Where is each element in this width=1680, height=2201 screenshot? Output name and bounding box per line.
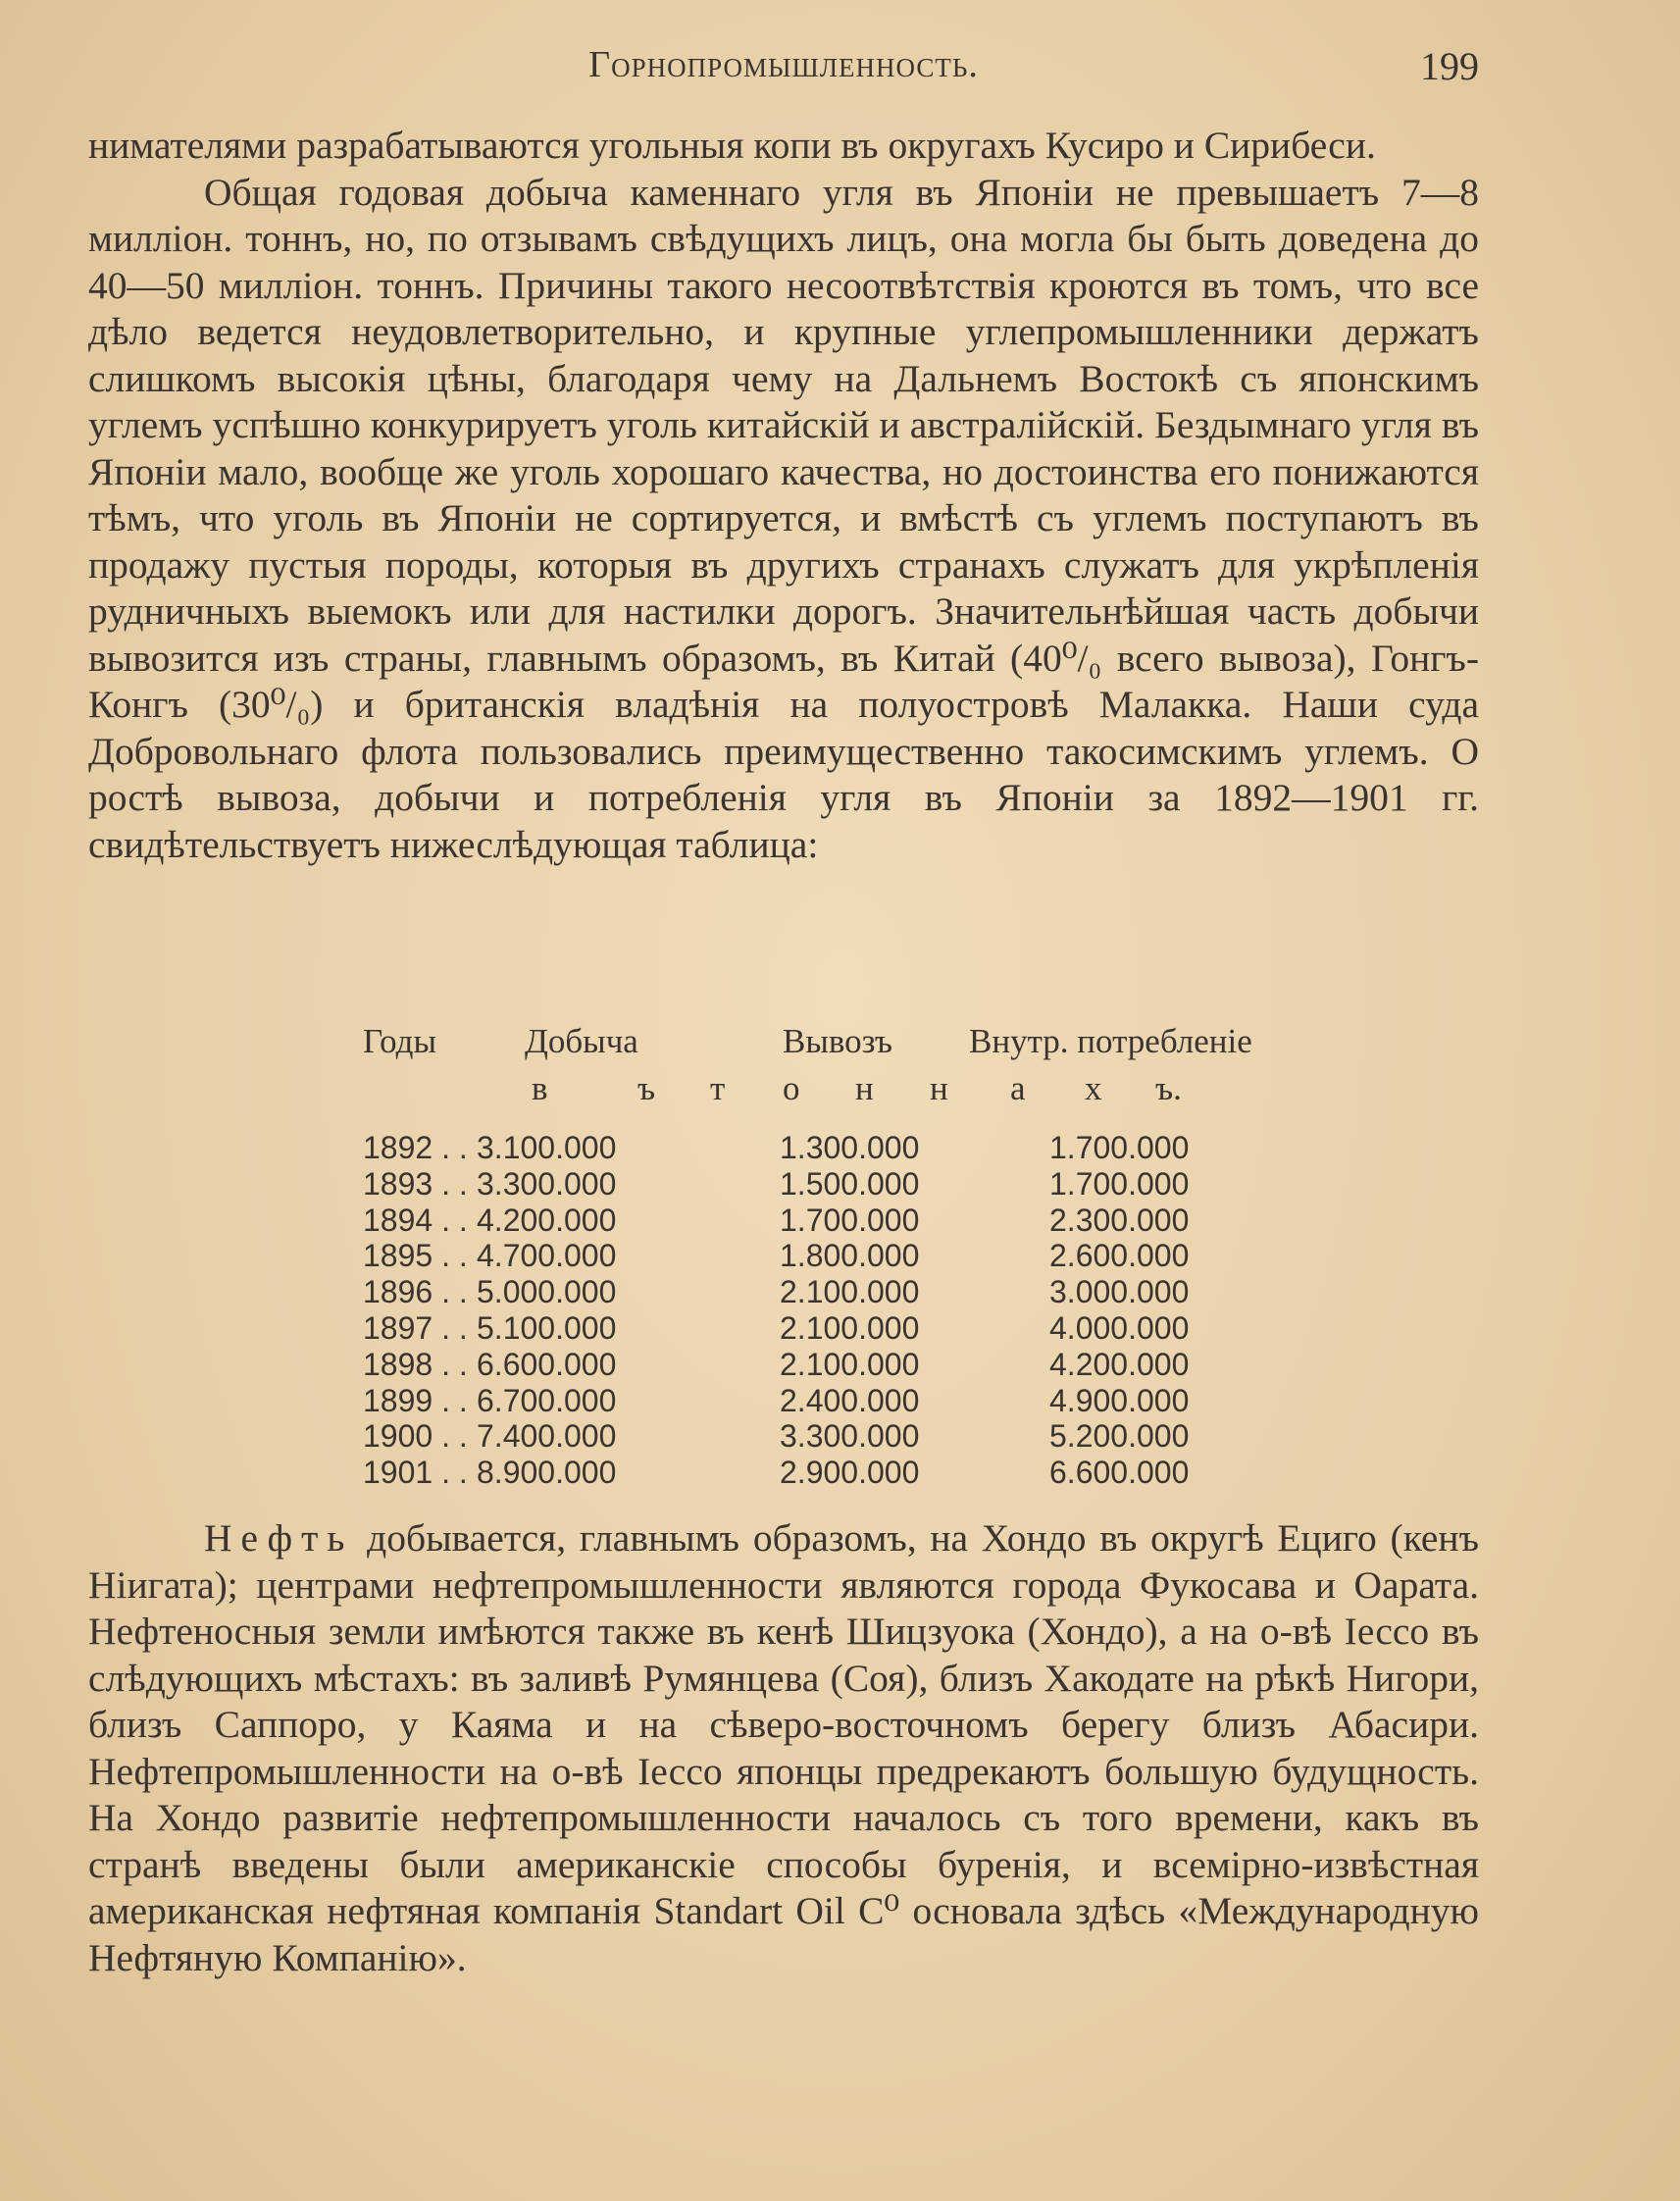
table-row xyxy=(363,1274,1334,1310)
table-row xyxy=(363,1418,1334,1455)
table-row xyxy=(363,1203,1334,1239)
cell-export: 1.700.000 xyxy=(780,1202,920,1238)
cell-consumption: 6.600.000 xyxy=(1049,1455,1190,1491)
cell-production: 3.300.000 xyxy=(477,1165,617,1202)
table-row xyxy=(363,1455,1334,1491)
cell-consumption: 2.600.000 xyxy=(1049,1238,1190,1274)
cell-year: 1897 . . xyxy=(363,1309,468,1346)
header-year: Годы xyxy=(363,1022,436,1060)
cell-year: 1895 . . xyxy=(363,1238,468,1274)
unit-letter: ъ. xyxy=(1155,1069,1182,1107)
cell-production: 4.700.000 xyxy=(477,1238,617,1274)
header-export: Вывозъ xyxy=(783,1022,892,1060)
cell-year: 1898 . . xyxy=(363,1346,468,1382)
unit-letter: х xyxy=(1085,1069,1102,1107)
cell-consumption: 1.700.000 xyxy=(1049,1130,1190,1165)
cell-consumption: 4.900.000 xyxy=(1049,1382,1190,1418)
paragraph-coal: Общая годовая добыча каменнаго угля въ Японіи не превышаетъ 7—8 милліон. тоннъ, но, по отзывамъ свѣдущихъ лицъ, она могла бы быть доведена до 40—50 милліон. тоннъ. Причины такого несоотвѣтствія кроются въ томъ, что все дѣло ведется неудовлетворительно, и крупные углепромышленники держатъ слишкомъ высокія цѣны, благодаря чему на Дальнемъ Востокѣ съ японскимъ углемъ успѣшно конкурируетъ уголь китайскій и австралійскій. Бездымнаго угля въ Японіи мало, вообще же уголь хорошаго качества, но достоинства его понижаются тѣмъ, что уголь въ Японіи не сортируется, и вмѣстѣ съ углемъ поступаютъ въ продажу пустыя породы, которыя въ другихъ странахъ служатъ для укрѣпленія рудничныхъ выемокъ или для настилки дорогъ. Значительнѣйшая часть добычи вывозится изъ страны, главнымъ образомъ, въ Китай (40⁰/₀ всего вывоза), Гонгъ-Конгъ (30⁰/₀) и британскія владѣнія на полуостровѣ Малакка. Наши суда Добровольнаго флота пользовались преимущественно такосимскимъ углемъ. О ростѣ вывоза, добычи и потребленія угля въ Японіи за 1892—1901 гг. свидѣтельствуетъ нижеслѣдующая таблица: xyxy=(88,170,1479,866)
running-title: Горнопромышленность. xyxy=(588,44,979,85)
coal-table xyxy=(363,1022,1334,1491)
unit-letter: о xyxy=(783,1069,800,1107)
body-text xyxy=(88,123,1479,868)
unit-letter: н xyxy=(930,1069,948,1107)
cell-production: 7.400.000 xyxy=(477,1418,617,1455)
cell-consumption: 5.200.000 xyxy=(1049,1418,1190,1455)
cell-export: 1.500.000 xyxy=(780,1165,920,1202)
cell-consumption: 4.200.000 xyxy=(1049,1346,1190,1382)
cell-production: 6.600.000 xyxy=(477,1346,617,1382)
cell-production: 4.200.000 xyxy=(477,1202,617,1238)
cell-export: 3.300.000 xyxy=(780,1418,920,1455)
unit-letter: а xyxy=(1010,1069,1026,1107)
cell-production: 6.700.000 xyxy=(477,1382,617,1418)
cell-year: 1896 . . xyxy=(363,1274,468,1310)
cell-year: 1894 . . xyxy=(363,1202,468,1238)
cell-consumption: 3.000.000 xyxy=(1049,1274,1190,1310)
paragraph-continuation: нимателями разрабатываются угольныя копи въ округахъ Кусиро и Сирибеси. xyxy=(88,124,1376,167)
cell-year: 1899 . . xyxy=(363,1382,468,1418)
cell-export: 1.300.000 xyxy=(780,1130,920,1165)
cell-export: 2.100.000 xyxy=(780,1274,920,1310)
cell-year: 1893 . . xyxy=(363,1165,468,1202)
unit-letter: ъ xyxy=(637,1069,656,1107)
header-production: Добыча xyxy=(525,1022,638,1060)
table-row xyxy=(363,1130,1334,1166)
cell-production: 5.000.000 xyxy=(477,1274,617,1310)
oil-lead-word: Нефть xyxy=(204,1516,354,1560)
unit-letter: н xyxy=(855,1069,874,1107)
unit-letter: в xyxy=(532,1069,548,1107)
cell-consumption: 4.000.000 xyxy=(1049,1309,1190,1346)
cell-year: 1901 . . xyxy=(363,1455,468,1491)
cell-consumption: 1.700.000 xyxy=(1049,1165,1190,1202)
cell-year: 1892 . . xyxy=(363,1130,468,1165)
table-row xyxy=(363,1383,1334,1419)
cell-consumption: 2.300.000 xyxy=(1049,1202,1190,1238)
cell-year: 1900 . . xyxy=(363,1418,468,1455)
table-row xyxy=(363,1347,1334,1383)
table-header xyxy=(363,1022,1334,1061)
table-row xyxy=(363,1310,1334,1347)
cell-export: 2.100.000 xyxy=(780,1346,920,1382)
cell-production: 8.900.000 xyxy=(477,1455,617,1491)
oil-paragraph-text: добывается, главнымъ образомъ, на Хондо въ округѣ Ециго (кенъ Ніигата); центрами нефтепромышленности являются города Фукосава и Оарата. Нефтеносныя земли имѣются также въ кенѣ Шицзуока (Хондо), а на о-вѣ Іессо въ слѣдующихъ мѣстахъ: въ заливѣ Румянцева (Соя), близъ Хакодате на рѣкѣ Нигори, близъ Саппоро, у Каяма и на сѣверо-восточномъ берегу близъ Абасири. Нефтепромышленности на о-вѣ Іессо японцы предрекаютъ большую будущность. На Хондо развитіе нефтепромышленности началось съ того времени, какъ въ странѣ введены были американскіе способы буренія, и всемірно-извѣстная американская нефтяная компанія Standart Oil C⁰ основала здѣсь «Международную Нефтяную Компанію». xyxy=(88,1516,1479,1979)
cell-production: 5.100.000 xyxy=(477,1309,617,1346)
table-row xyxy=(363,1238,1334,1274)
table-row xyxy=(363,1166,1334,1203)
cell-export: 2.100.000 xyxy=(780,1309,920,1346)
page-header xyxy=(88,43,1479,102)
header-consumption: Внутр. потребленіе xyxy=(969,1022,1252,1060)
unit-row xyxy=(363,1069,1334,1110)
cell-export: 1.800.000 xyxy=(780,1238,920,1274)
cell-production: 3.100.000 xyxy=(477,1130,617,1165)
cell-export: 2.400.000 xyxy=(780,1382,920,1418)
cell-export: 2.900.000 xyxy=(780,1455,920,1491)
page-number: 199 xyxy=(1420,44,1479,88)
paragraph-oil xyxy=(88,1515,1479,1981)
unit-letter: т xyxy=(710,1069,726,1107)
